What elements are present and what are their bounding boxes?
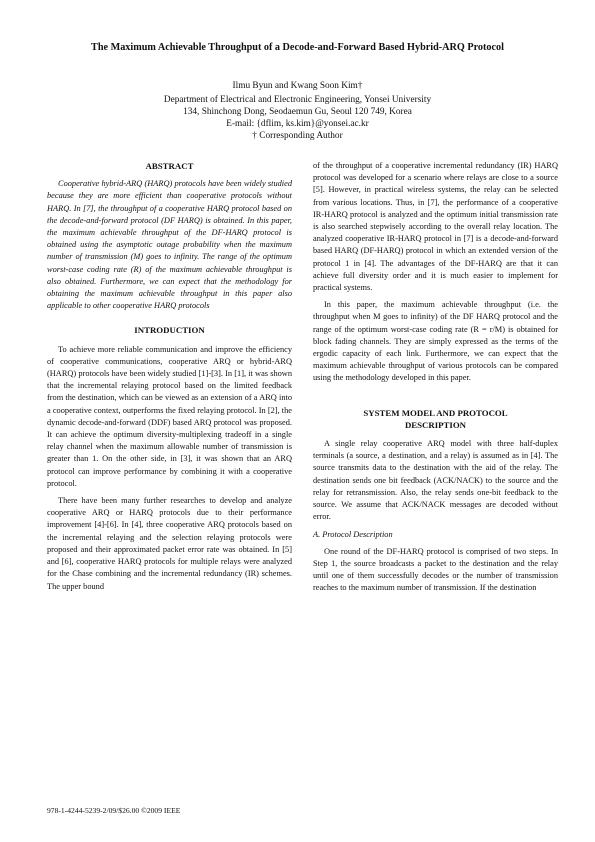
author-names: Ilmu Byun and Kwang Soon Kim† — [232, 81, 363, 91]
protocol-description-subheading: A. Protocol Description — [313, 530, 393, 540]
intro-paragraph-3: of the throughput of a cooperative incremental redundancy (IR) HARQ protocol was developed for a scenario where relays are close to a source [5]. However, in practical wireless systems, the relay can be selected from various locations. Thus, in [7], the performance of a cooperative IR-HARQ protocol is analyzed and the optimum initial transmission rate is also searched stepwisely according to the overall relay location. The analyzed cooperative IR-HARQ protocol in [7] is a decode-and-forward based HARQ (DF-HARQ) protocol in which an extended version of the protocol 1 in [4]. The advantages of the DF-HARQ are that it can achieve full diversity order and it is much easier to implement for practical systems. — [313, 161, 558, 293]
abstract-heading: ABSTRACT — [145, 161, 194, 171]
author-email: E-mail: {dflim, ks.kim}@yonsei.ac.kr — [226, 119, 369, 129]
system-model-heading-line1: SYSTEM MODEL AND PROTOCOL — [363, 407, 508, 418]
system-model-heading — [313, 407, 558, 431]
abstract-text: Cooperative hybrid-ARQ (HARQ) protocols have been widely studied because they are more efficient than cooperative protocols without HARQ. In [7], the throughput of a cooperative HARQ protocol based on the decode-and-forward protocol (DF HARQ) is obtained. In this paper, the maximum achievable throughput of the DF-HARQ protocol is obtained using the asymptotic outage probability when the maximum number of transmission (M) goes to infinity. The range of the optimum worst-case coding rate (R) of the maximum achievable throughput is also obtained. Furthermore, we can expect that the methodology for obtaining the maximum achievable throughput in this paper also applicable to other cooperative HARQ protocols — [47, 179, 292, 311]
left-column — [47, 160, 292, 593]
paper-title: The Maximum Achievable Throughput of a Decode-and-Forward Based Hybrid-ARQ Protocol — [91, 42, 504, 53]
author-block — [100, 80, 495, 142]
author-address: 134, Shinchong Dong, Seodaemun Gu, Seoul 120 749, Korea — [183, 107, 412, 117]
introduction-heading: INTRODUCTION — [134, 325, 205, 336]
intro-paragraph-1: To achieve more reliable communication and improve the efficiency of cooperative communications, cooperative ARQ or hybrid-ARQ (HARQ) protocols have been widely studied [1]-[3]. In [1], it was shown that the incremental relaying protocol based on the limited feedback from the destination, which can be viewed as an extension of a ARQ into a cooperative context, outperforms the fixed relaying protocol. In [2], the dynamic decode-and-forward (DDF) based ARQ protocol was proposed. It can achieve the optimum diversity-multiplexing tradeoff in a single relay channel when the maximum allowable number of transmission is greater than 1. On the other side, in [3], it was shown that an ARQ protocol can improve performance by combining it with a cooperative protocol. — [47, 344, 292, 488]
system-model-heading-line2: DESCRIPTION — [404, 419, 467, 430]
author-affiliation: Department of Electrical and Electronic Engineering, Yonsei University — [163, 95, 432, 105]
system-model-paragraph-1: A single relay cooperative ARQ model with three half-duplex terminals (a source, a destination, and a relay) is assumed as in [4]. The source transmits data to the destination with the aid of the relay. The destination sends one bit feedback (ACK/NACK) to the source and the relay for retransmission. Also, the relay sends one-bit feedback to the source. We assume that ACK/NACK messages are decoded without error. — [313, 439, 558, 522]
intro-paragraph-2: There have been many further researches to develop and analyze cooperative ARQ or HARQ protocols due to their performance improvement [4]-[6]. In [4], three cooperative ARQ protocols based on the incremental relaying and the selection relaying protocols were proposed and their approximated packet error rate was obtained. In [5] and [6], cooperative HARQ protocols for multiple relays were analyzed for the Chase combining and the incremental redundancy (IR) schemes. The upper bound — [47, 496, 292, 591]
intro-paragraph-4: In this paper, the maximum achievable throughput (i.e. the throughput when M goes to infinity) of the DF HARQ protocol and the range of the optimum worst-case coding rate (R = r/M) is obtained for block fading channels. They are simply expressed as the terms of the ergodic capacity of each link. Furthermore, we can expect that the maximum achievable throughput of various protocols can be compared using the methodology developed in this paper. — [313, 300, 558, 383]
system-model-paragraph-2: One round of the DF-HARQ protocol is comprised of two steps. In Step 1, the source broadcasts a packet to the destination and the relay until one of them successfully decodes or the number of transmission reaches to the maximum number of transmission. If the destination — [313, 546, 558, 593]
corresponding-author-note: † Corresponding Author — [252, 131, 343, 141]
copyright-footer: 978-1-4244-5239-2/09/$26.00 ©2009 IEEE — [47, 806, 181, 815]
right-column — [313, 160, 558, 595]
